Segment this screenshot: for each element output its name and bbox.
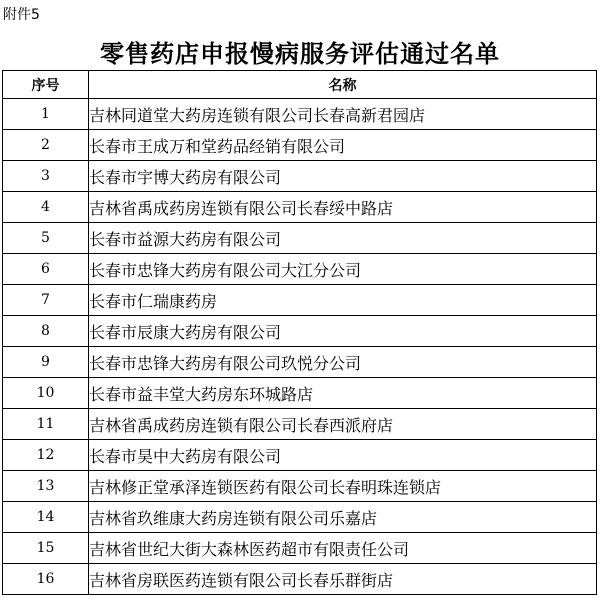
table-row — [3, 192, 597, 223]
pharmacy-name: 长春市昊中大药房有限公司 — [89, 440, 597, 471]
table-row — [3, 347, 597, 378]
table-row — [3, 285, 597, 316]
table-row — [3, 564, 597, 595]
row-index: 16 — [3, 564, 89, 595]
row-index: 8 — [3, 316, 89, 347]
table-row — [3, 502, 597, 533]
pharmacy-name: 长春市益源大药房有限公司 — [89, 223, 597, 254]
pharmacy-name: 吉林省禹成药房连锁有限公司长春西派府店 — [89, 409, 597, 440]
table-header-row — [3, 71, 597, 99]
pharmacy-name: 吉林省房联医药连锁有限公司长春乐群街店 — [89, 564, 597, 595]
pharmacy-name: 长春市仁瑞康药房 — [89, 285, 597, 316]
table-row — [3, 254, 597, 285]
table-row — [3, 130, 597, 161]
row-index: 13 — [3, 471, 89, 502]
pharmacy-name: 吉林省玖维康大药房连锁有限公司乐嘉店 — [89, 502, 597, 533]
row-index: 15 — [3, 533, 89, 564]
row-index: 7 — [3, 285, 89, 316]
pharmacy-name: 长春市王成万和堂药品经销有限公司 — [89, 130, 597, 161]
table-row — [3, 378, 597, 409]
row-index: 10 — [3, 378, 89, 409]
document-title: 零售药店申报慢病服务评估通过名单 — [100, 40, 500, 68]
row-index: 12 — [3, 440, 89, 471]
row-index: 4 — [3, 192, 89, 223]
pharmacy-name: 长春市益丰堂大药房东环城路店 — [89, 378, 597, 409]
row-index: 14 — [3, 502, 89, 533]
row-index: 1 — [3, 99, 89, 130]
pharmacy-name: 吉林省世纪大街大森林医药超市有限责任公司 — [89, 533, 597, 564]
pharmacy-name: 长春市忠锋大药房有限公司大江分公司 — [89, 254, 597, 285]
pharmacy-name: 长春市辰康大药房有限公司 — [89, 316, 597, 347]
row-index: 5 — [3, 223, 89, 254]
table-row — [3, 409, 597, 440]
table-row — [3, 440, 597, 471]
column-header-index: 序号 — [3, 71, 89, 99]
row-index: 3 — [3, 161, 89, 192]
pharmacy-name: 吉林修正堂承泽连锁医药有限公司长春明珠连锁店 — [89, 471, 597, 502]
table-row — [3, 99, 597, 130]
table-row — [3, 533, 597, 564]
pharmacy-list-table — [2, 70, 597, 595]
table-row — [3, 471, 597, 502]
table-row — [3, 316, 597, 347]
pharmacy-name: 长春市忠锋大药房有限公司玖悦分公司 — [89, 347, 597, 378]
annex-label: 附件5 — [3, 7, 40, 23]
pharmacy-name: 吉林同道堂大药房连锁有限公司长春高新君园店 — [89, 99, 597, 130]
row-index: 2 — [3, 130, 89, 161]
row-index: 11 — [3, 409, 89, 440]
row-index: 9 — [3, 347, 89, 378]
row-index: 6 — [3, 254, 89, 285]
table-row — [3, 223, 597, 254]
column-header-name: 名称 — [89, 71, 597, 99]
table-row — [3, 161, 597, 192]
pharmacy-name: 吉林省禹成药房连锁有限公司长春绥中路店 — [89, 192, 597, 223]
pharmacy-name: 长春市宇博大药房有限公司 — [89, 161, 597, 192]
